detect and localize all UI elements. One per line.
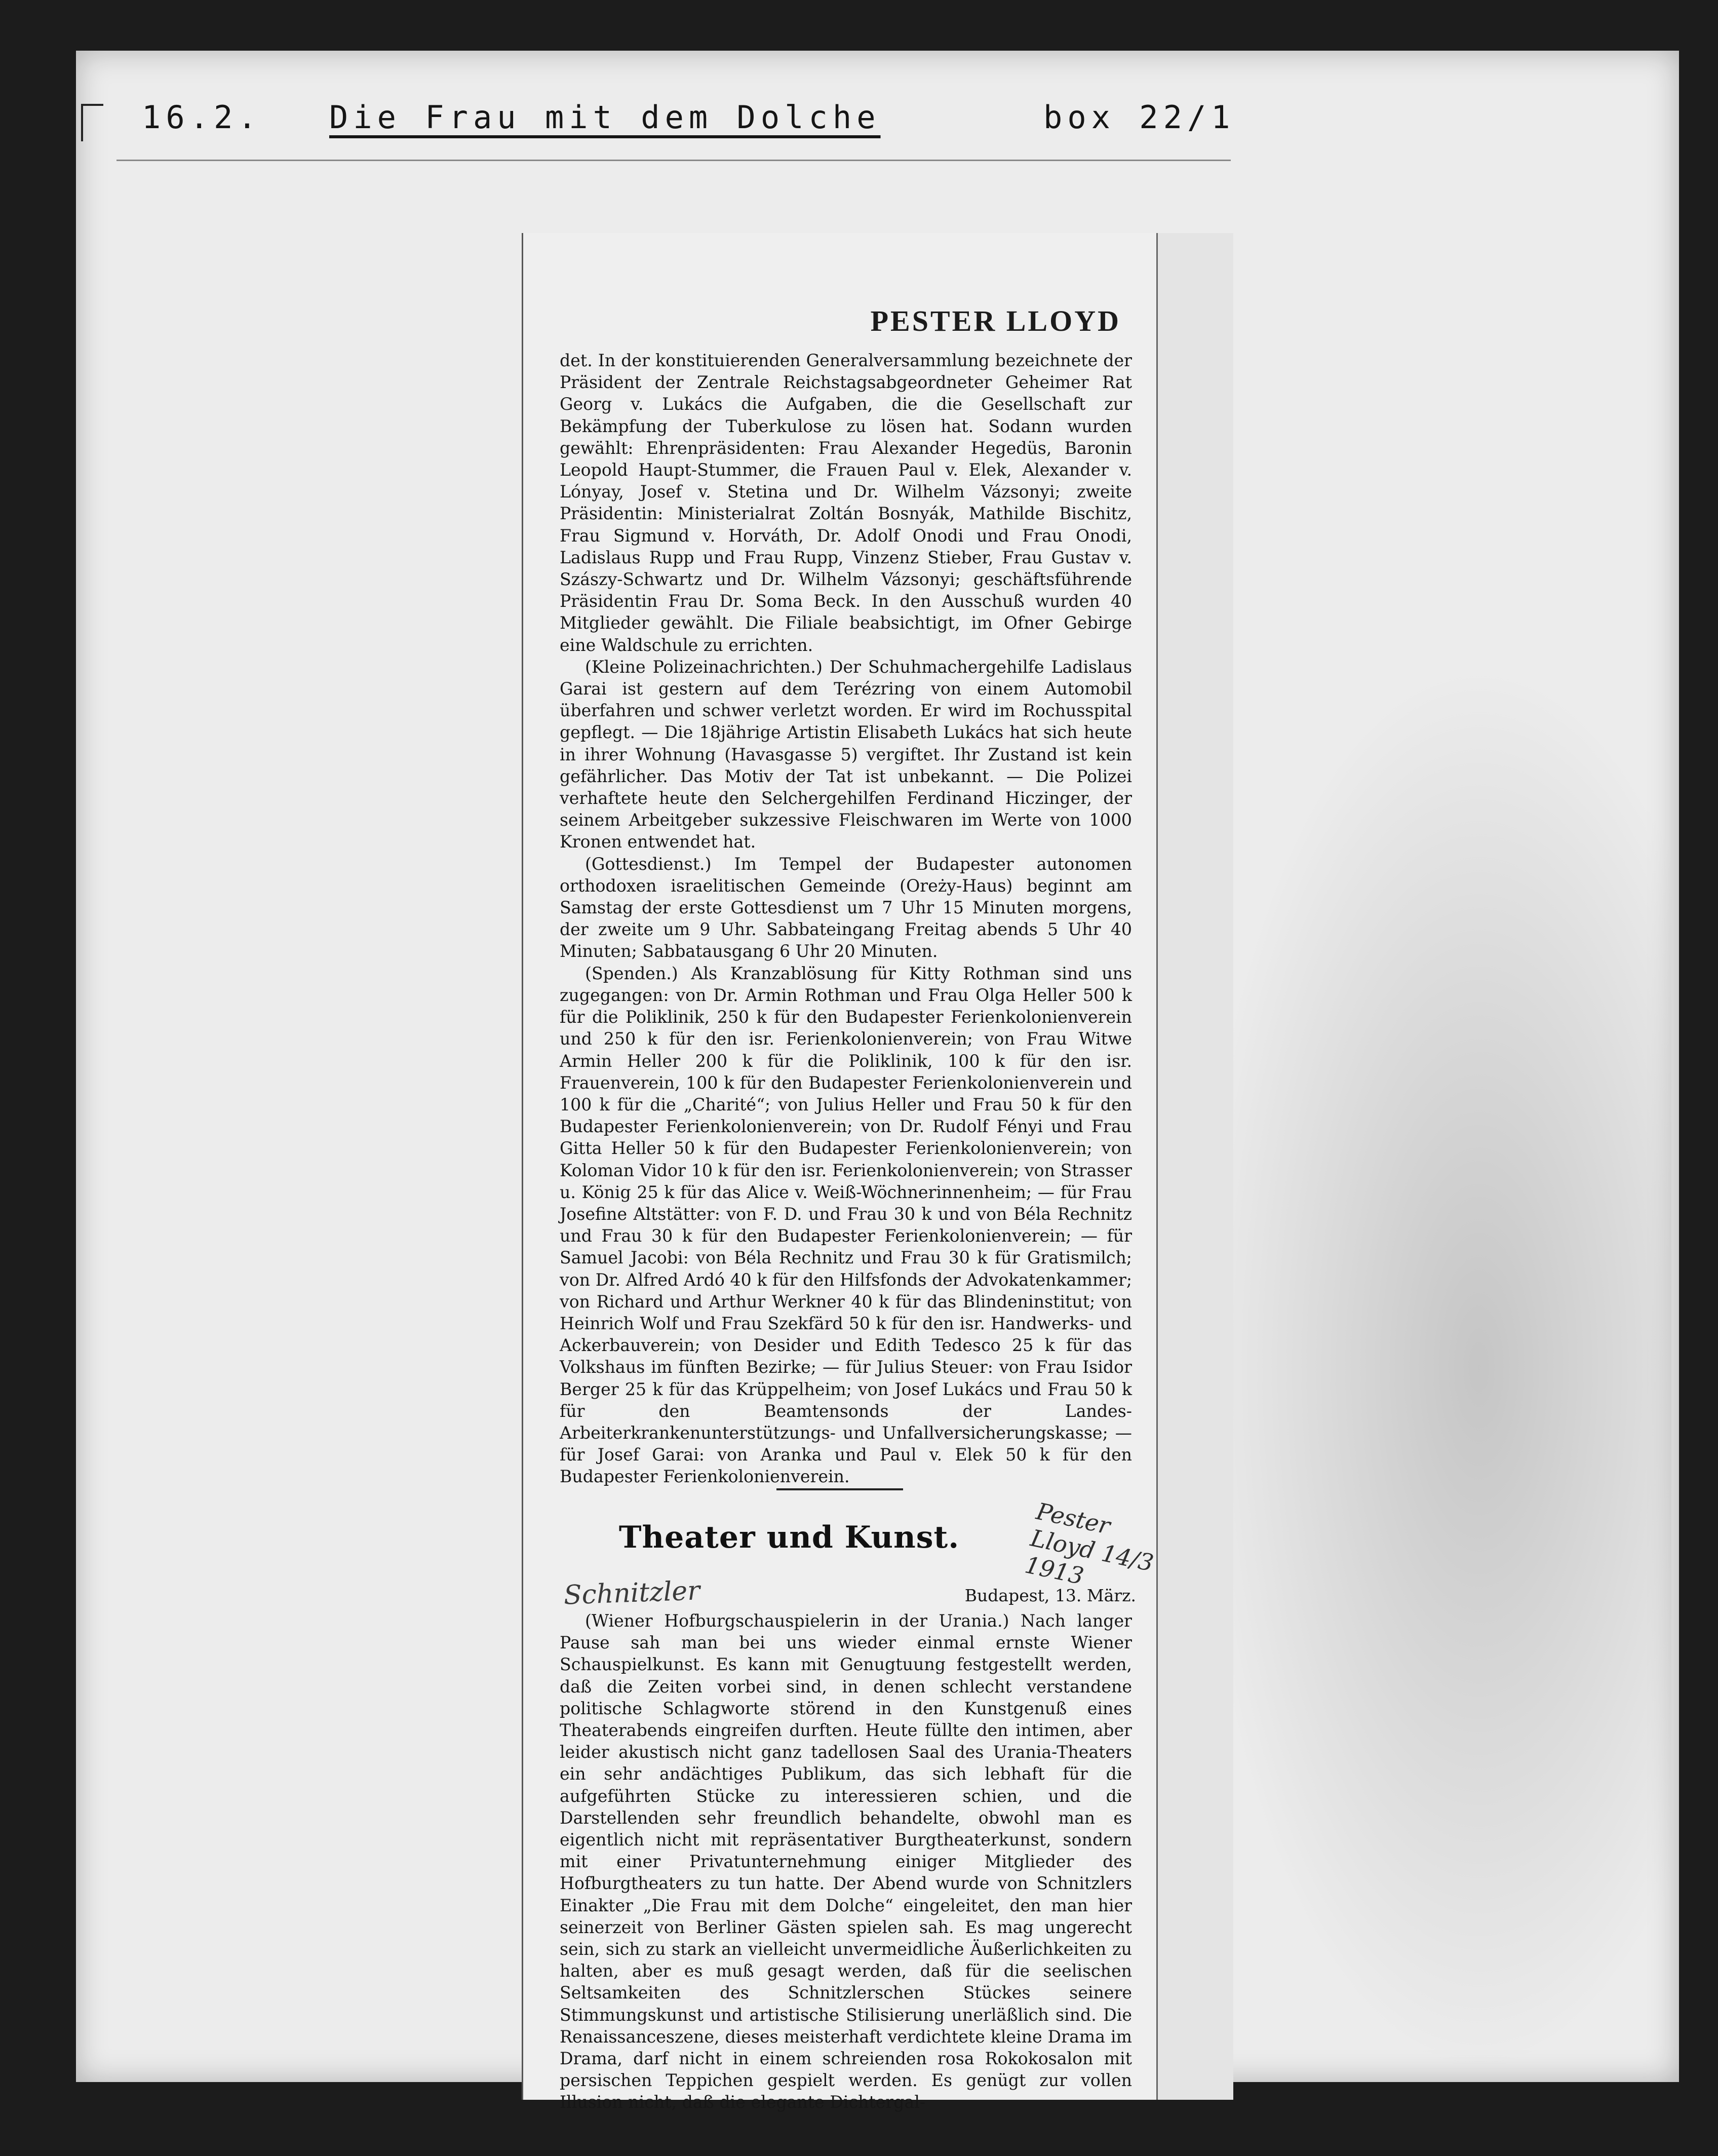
clipping-column bbox=[522, 233, 1158, 2112]
section-heading: Theater und Kunst. bbox=[618, 1520, 960, 1555]
newspaper-clipping bbox=[522, 233, 1233, 2112]
paragraph-police-news: (Kleine Polizeinachrichten.) Der Schuhmachergehilfe Ladislaus Garai ist gestern auf dem Terézring von einem Automobil überfahren und schwer verletzt worden. Er wird im Rochusspital gepflegt. — Die 18jährige Artistin Elisabeth Lukács hat sich heute in ihrer Wohnung (Havasgasse 5) vergiftet. Ihr Zustand ist kein gefährlicher. Das Motiv der Tat ist unbekannt. — Die Polizei verhaftete heute den Selchergehilfen Ferdinand Hiczinger, der seinem Arbeitgeber sukzessive Fleischwaren im Werte von 1000 Kronen entwendet hat. bbox=[560, 657, 1132, 852]
archive-sheet bbox=[76, 51, 1679, 2112]
news-column-text bbox=[560, 350, 1132, 1488]
header-divider bbox=[116, 160, 1231, 161]
newspaper-masthead: PESTER LLOYD bbox=[870, 304, 1121, 337]
paragraph-tuberculosis: det. In der konstituierenden Generalversammlung bezeichnete der Präsident der Zentrale Reichstagsabgeordneter Geheimer Rat Georg v. Lukács die Aufgaben, die die Gesellschaft zur Bekämpfung der Tuberkulose zu lösen hat. Sodann wurden gewählt: Ehrenpräsidenten: Frau Alexander Hegedüs, Baronin Leopold Haupt-Stummer, die Frauen Paul v. Elek, Alexander v. Lónyay, Josef v. Stetina und Dr. Wilhelm Vázsonyi; zweite Präsidentin: Ministerialrat Zoltán Bosnyák, Mathilde Bischitz, Frau Sigmund v. Horváth, Dr. Adolf Onodi und Frau Onodi, Ladislaus Rupp und Frau Rupp, Vinzenz Stieber, Frau Gustav v. Szászy-Schwartz und Dr. Wilhelm Vázsonyi; geschäftsführende Präsidentin Frau Dr. Soma Beck. In den Ausschuß wurden 40 Mitglieder gewählt. Die Filiale beabsichtigt, im Ofner Gebirge eine Waldschule zu errichten. bbox=[560, 351, 1132, 655]
corner-bracket-mark bbox=[81, 104, 103, 141]
paper-shadow bbox=[1190, 659, 1671, 2077]
paragraph-review: (Wiener Hofburgschauspielerin in der Urania.) Nach langer Pause sah man bei uns wieder einmal ernste Wiener Schauspielkunst. Es kann mit Genugtuung festgestellt werden, daß die Zeiten vorbei sind, in denen schlecht verstandene politische Schlagworte störend in den Kunstgenuß eines Theaterabends eingreifen durften. Heute füllte den intimen, aber leider akustisch nicht ganz tadellosen Saal des Urania-Theaters ein sehr andächtiges Publikum, das sich lebhaft für die aufgeführten Stücke zu interessieren schien, und die Darstellenden sehr freundlich behandelte, obwohl man es eigentlich nicht mit repräsentativer Burgtheaterkunst, sondern mit einer Privatunternehmung einiger Mitglieder des Hofburgtheaters zu tun hatte. Der Abend wurde von Schnitzlers Einakter „Die Frau mit dem Dolche“ eingeleitet, den man hier seinerzeit von Berliner Gästen spielen sah. Es mag ungerecht sein, sich zu stark an vielleicht unvermeidliche Äußerlichkeiten zu halten, aber es muß gesagt werden, daß für die seelischen Seltsamkeiten des Schnitzlerschen Stückes seinere Stimmungskunst und artistische Stilisierung unerläßlich sind. Die Renaissanceszene, dieses meisterhaft verdichtete kleine Drama im Drama, darf nicht in einem schreienden rosa Rokokosalon mit persischen Teppichen gespielt werden. Es genügt zur vollen Illusion nicht, daß die elegante Dichtergal- bbox=[560, 1611, 1132, 2112]
handwritten-author-note: Schnitzler bbox=[563, 1575, 700, 1611]
dateline: Budapest, 13. März. bbox=[964, 1586, 1136, 1605]
paragraph-service: (Gottesdienst.) Im Tempel der Budapester autonomen orthodoxen israelitischen Gemeinde (Oreży-Haus) beginnt am Samstag der erste Gottesdienst um 7 Uhr 15 Minuten morgens, der zweite um 9 Uhr. Sabbateingang Freitag abends 5 Uhr 40 Minuten; Sabbatausgang 6 Uhr 20 Minuten. bbox=[560, 854, 1132, 961]
section-separator bbox=[776, 1488, 903, 1490]
folder-number: 16.2. bbox=[142, 99, 262, 136]
archive-header bbox=[142, 99, 1256, 160]
work-title: Die Frau mit dem Dolche bbox=[329, 99, 881, 136]
theater-review-text bbox=[560, 1610, 1132, 2113]
paragraph-donations: (Spenden.) Als Kranzablösung für Kitty Rothman sind uns zugegangen: von Dr. Armin Rothman und Frau Olga Heller 500 k für die Poliklinik, 250 k für den Budapester Ferienkolonienverein und 250 k für den isr. Ferienkolonienverein; von Frau Witwe Armin Heller 200 k für die Poliklinik, 100 k für den isr. Frauenverein, 100 k für den Budapester Ferienkolonienverein und 100 k für die „Charité“; von Julius Heller und Frau 50 k für den Budapester Ferienkolonienverein; von Dr. Rudolf Fényi und Frau Gitta Heller 50 k für den Budapester Ferienkolonienverein; von Koloman Vidor 10 k für den isr. Ferienkolonienverein; von Strasser u. König 25 k für das Alice v. Weiß-Wöchnerinnenheim; — für Frau Josefine Altstätter: von F. D. und Frau 30 k und von Béla Rechnitz und Frau 30 k für den Budapester Ferienkolonienverein; — für Samuel Jacobi: von Béla Rechnitz und Frau 30 k für Gratismilch; von Dr. Alfred Ardó 40 k für den Hilfsfonds der Advokatenkammer; von Richard und Arthur Werkner 40 k für das Blindeninstitut; von Heinrich Wolf und Frau Szekfärd 50 k für den isr. Handwerks- und Ackerbauverein; von Desider und Edith Tedesco 25 k für das Volkshaus im fünften Bezirke; — für Julius Steuer: von Frau Isidor Berger 25 k für das Krüppelheim; von Josef Lukács und Frau 50 k für den Beamtensonds der Landes-Arbeiterkrankenunterstützungs- und Unfallversicherungskasse; — für Josef Garai: von Aranka und Paul v. Elek 50 k für den Budapester Ferienkolonienverein. bbox=[560, 963, 1132, 1487]
box-label: box 22/1 bbox=[1043, 99, 1235, 136]
handwritten-date-note: Pester Lloyd 14/3 1913 bbox=[1022, 1497, 1156, 1590]
